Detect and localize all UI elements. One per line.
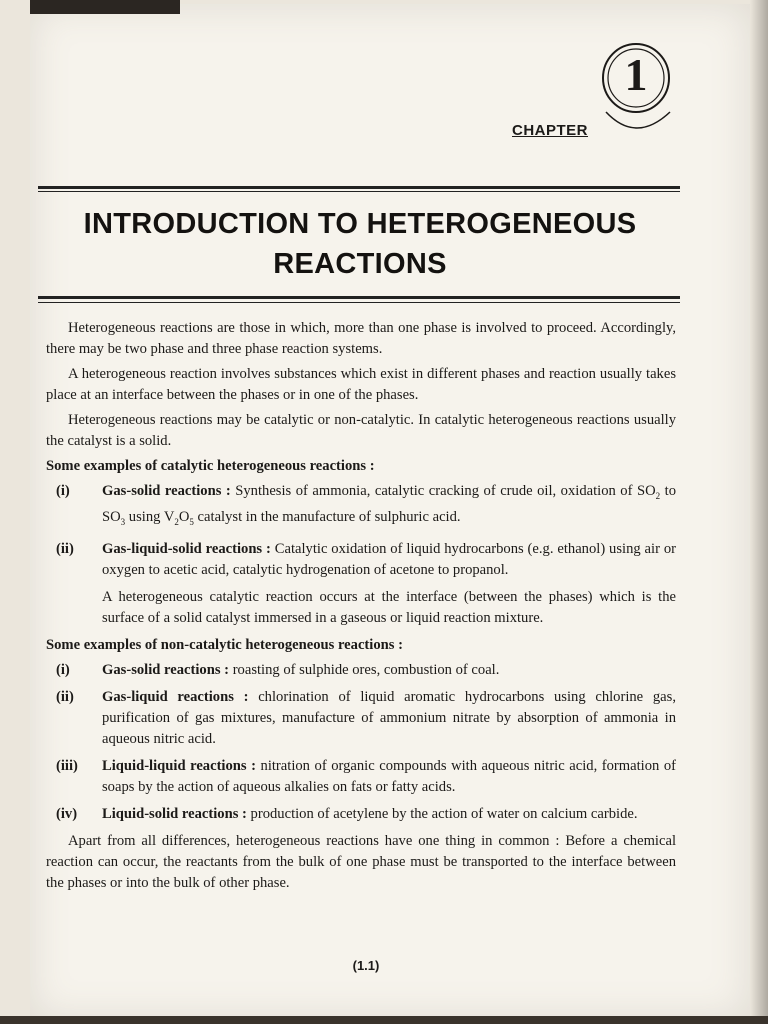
catalytic-heading: Some examples of catalytic heterogeneous reactions : (46, 458, 375, 474)
catalytic-note: A heterogeneous catalytic reaction occurs at the interface (between the phases) which is the surface of a solid catalyst immersed in a gaseous or liquid reaction mixture. (102, 588, 676, 626)
item-text: chlorination of liquid aromatic hydrocarbons using chlorine gas, purification of gas mixtures, manufacture of ammonium nitrate by absorption of ammonia in aqueous nitric acid. (102, 688, 676, 747)
page-edge-shadow (750, 0, 768, 1024)
subscript: 3 (120, 516, 126, 527)
item-term: Gas-solid reactions : (102, 483, 231, 499)
chapter-label: CHAPTER (512, 122, 589, 139)
item-number: (ii) (56, 540, 74, 557)
paragraph-intro: Heterogeneous reactions are those in which, more than one phase is involved to proceed. Accordingly, there may be two phase and three phase reaction systems. (46, 320, 676, 357)
list-item (46, 804, 676, 825)
chapter-title-line1: INTRODUCTION TO HETEROGENEOUS (83, 208, 637, 240)
item-text: nitration of organic compounds with aqueous nitric acid, formation of soaps by the action of aqueous alkalies on fats or fatty acids. (102, 757, 676, 795)
item-text: Synthesis of ammonia, catalytic cracking of crude oil, oxidation of SO (235, 483, 656, 499)
item-text: to SO (102, 483, 676, 525)
chapter-number: 1 (624, 49, 648, 100)
item-content (102, 481, 676, 533)
top-rule (38, 186, 680, 189)
item-number: (iii) (56, 757, 78, 774)
item-number: (iv) (56, 805, 78, 822)
page-number: (1.1) (352, 958, 380, 973)
subscript: 5 (189, 516, 194, 527)
bottom-rule-thin (38, 302, 680, 303)
chapter-number-badge (600, 42, 672, 134)
scan-edge-top (30, 0, 180, 14)
item-text: catalyst in the manufacture of sulphuric acid. (193, 508, 461, 525)
subscript: 2 (655, 490, 661, 501)
item-number: (i) (56, 661, 70, 678)
noncatalytic-heading: Some examples of non-catalytic heterogeneous reactions : (46, 636, 403, 653)
item-text: roasting of sulphide ores, combustion of coal. (232, 661, 500, 678)
chapter-title (40, 204, 680, 284)
item-term: Gas-liquid reactions : (102, 688, 249, 705)
item-text: O (178, 508, 190, 525)
item-text: Catalytic oxidation of liquid hydrocarbons (e.g. ethanol) using air or oxygen to acetic acid, catalytic hydrogenation of acetone to propanol. (102, 540, 676, 578)
item-term: Gas-liquid-solid reactions : (102, 540, 271, 557)
top-rule-thin (38, 191, 680, 192)
list-item (46, 687, 676, 750)
list-item (46, 660, 676, 681)
item-text: production of acetylene by the action of water on calcium carbide. (250, 805, 638, 822)
bottom-rule (38, 296, 680, 299)
item-content (102, 660, 676, 681)
item-number: (ii) (56, 688, 74, 705)
item-content (102, 539, 676, 581)
chapter-title-line2: REACTIONS (273, 248, 447, 280)
item-term: Gas-solid reactions : (102, 661, 230, 678)
paragraph-closing: Apart from all differences, heterogeneous reactions have one thing in common : Before a chemical reaction can occur, the reactants from the bulk of one phase must be transported to the interface between the phases or into the bulk of other phase. (46, 832, 676, 891)
item-text: using V (125, 508, 175, 525)
scan-edge-bottom (0, 1016, 768, 1024)
list-item (46, 539, 676, 581)
paragraph-interface: A heterogeneous reaction involves substances which exist in different phases and reaction usually takes place at an interface between the phases or in one of the phases. (46, 366, 676, 403)
chapter-body (46, 318, 676, 898)
item-content (102, 756, 676, 798)
paragraph-catalytic: Heterogeneous reactions may be catalytic or non-catalytic. In catalytic heterogeneous reactions usually the catalyst is a solid. (46, 412, 676, 449)
list-item (46, 481, 676, 533)
item-content (102, 687, 676, 750)
item-term: Liquid-liquid reactions : (102, 757, 256, 774)
item-number: (i) (56, 483, 70, 499)
subscript: 2 (174, 516, 179, 527)
item-content (102, 804, 676, 825)
list-item (46, 756, 676, 798)
item-term: Liquid-solid reactions : (102, 805, 247, 822)
